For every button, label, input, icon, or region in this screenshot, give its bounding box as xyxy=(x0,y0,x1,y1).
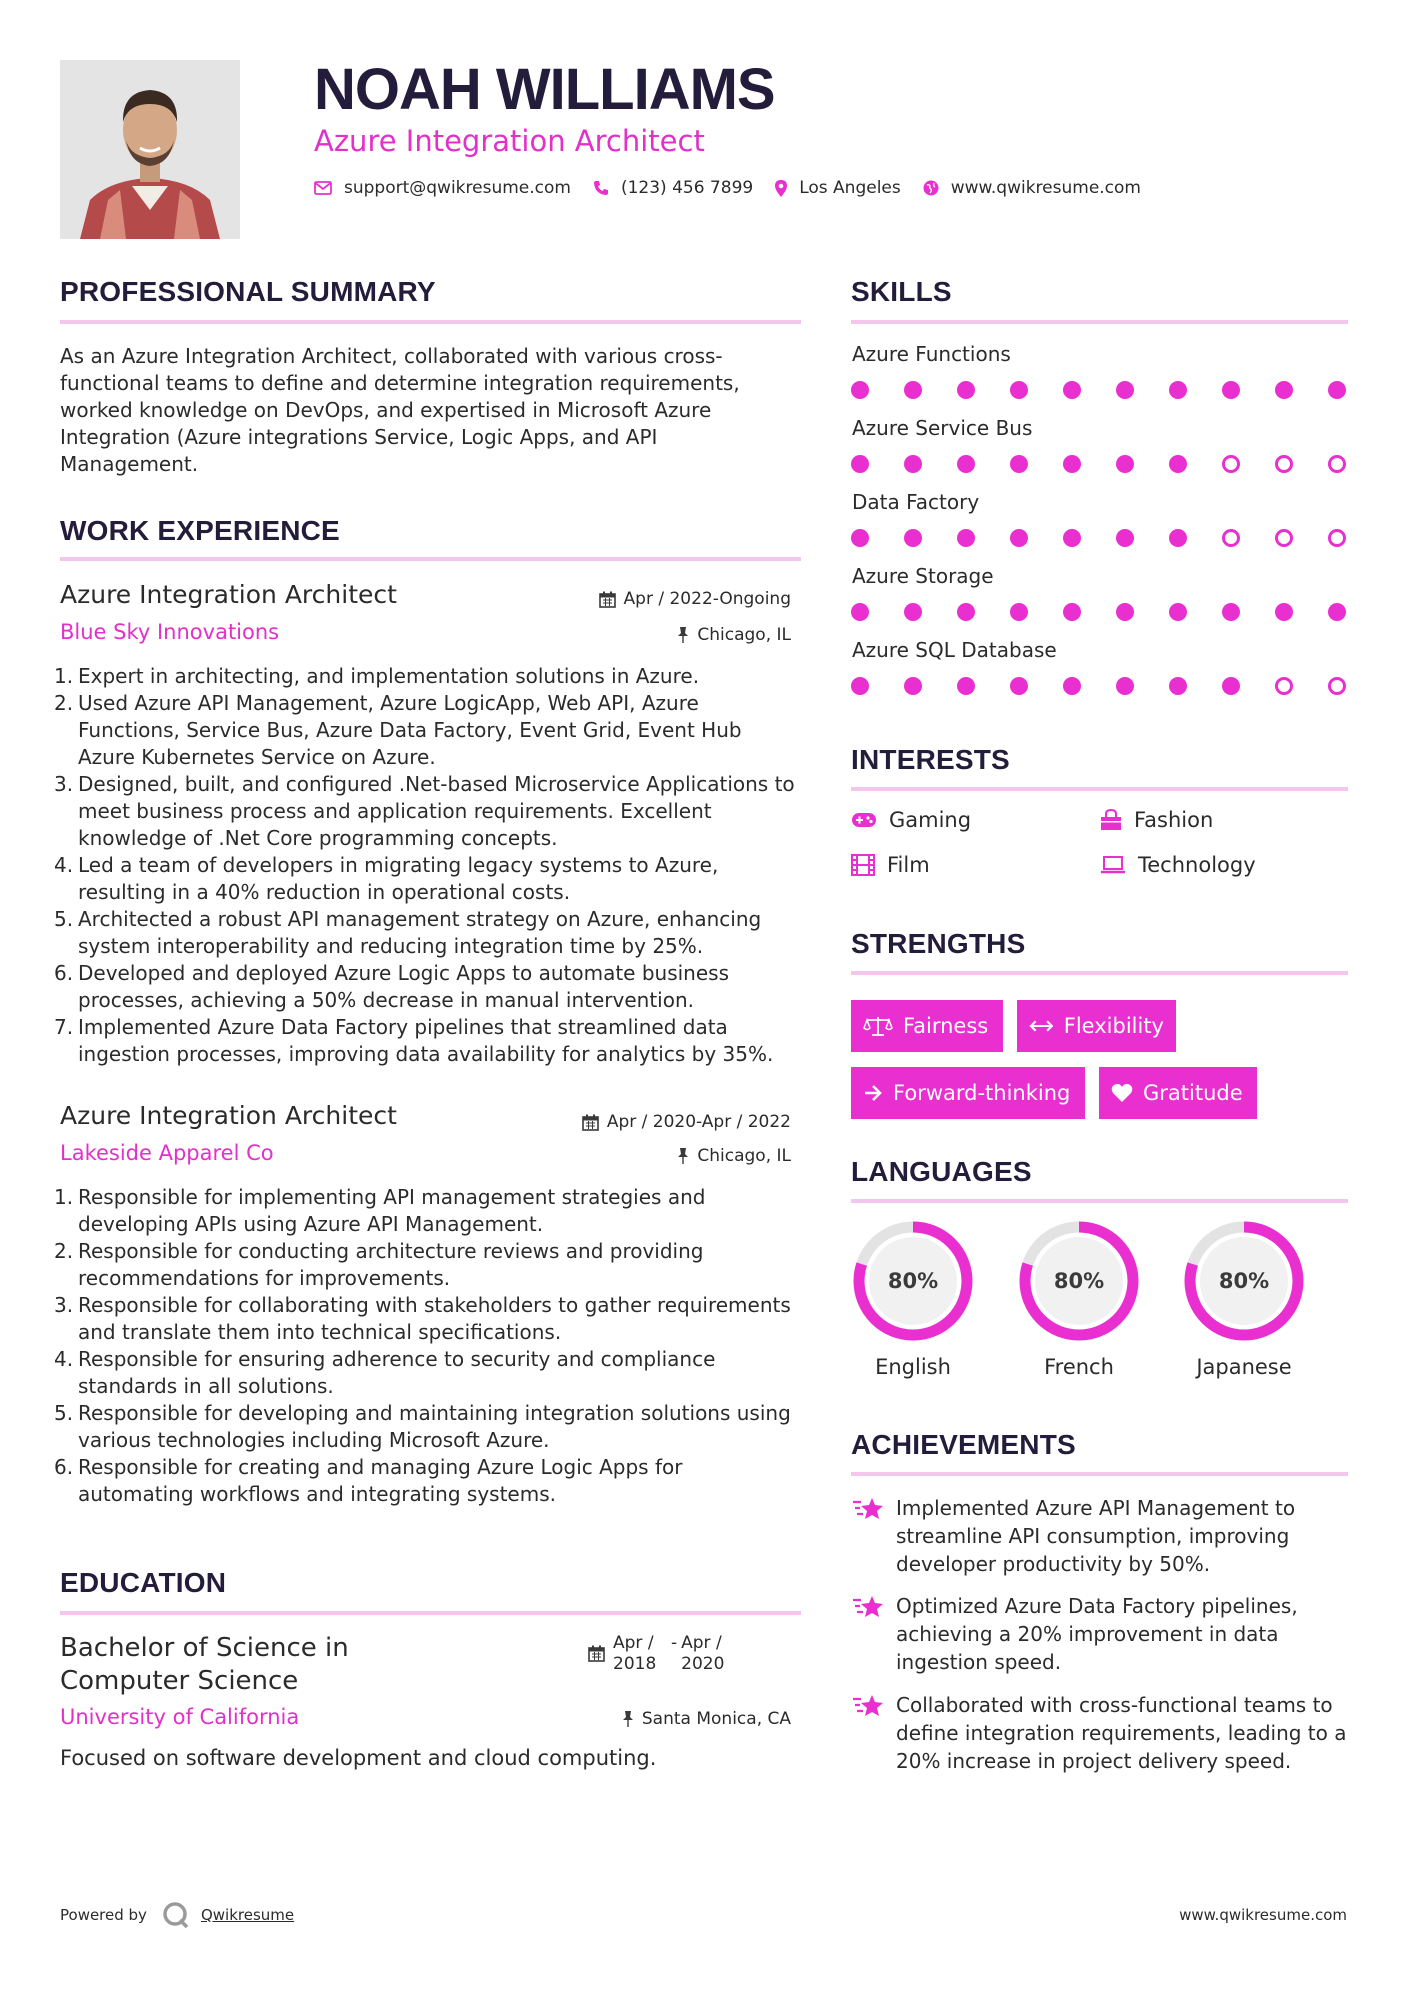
list-item: 2. Used Azure API Management, Azure LogicApp, Web API, Azure Functions, Service Bus, Azure Data Factory, Event Grid, Event Hub Azure Kubernetes Service on Azure. xyxy=(54,691,742,769)
rating-dot-filled xyxy=(1169,603,1187,621)
education-dates xyxy=(588,1633,731,1675)
language-item xyxy=(1182,1219,1306,1379)
contact-location xyxy=(775,178,901,198)
qwikresume-link[interactable]: Qwikresume xyxy=(200,1906,295,1924)
laptop-icon xyxy=(1100,855,1126,875)
list-item: 2. Responsible for conducting architecture reviews and providing recommendations for improvements. xyxy=(54,1239,704,1290)
heart-icon xyxy=(1111,1083,1133,1103)
job-date xyxy=(599,589,791,609)
rating-dot-filled xyxy=(1222,381,1240,399)
job-location-text: Chicago, IL xyxy=(697,1146,791,1166)
rating-dot-filled xyxy=(1169,677,1187,695)
candidate-name: NOAH WILLIAMS xyxy=(314,57,775,122)
achievement-text: Implemented Azure API Management to streamline API consumption, improving developer productivity by 50%. xyxy=(896,1496,1296,1576)
pushpin-icon xyxy=(622,1711,634,1727)
rating-dot-filled xyxy=(1328,603,1346,621)
rating-dot-filled xyxy=(904,529,922,547)
rating-dot-filled xyxy=(851,529,869,547)
list-item: 7. Implemented Azure Data Factory pipelines that streamlined data ingestion processes, improving data availability for analytics by 35%. xyxy=(54,1015,774,1066)
rating-dot-filled xyxy=(851,603,869,621)
rating-dot-filled xyxy=(851,381,869,399)
interest-item xyxy=(1100,808,1213,832)
rating-dot-empty xyxy=(1275,455,1293,473)
rating-dot-filled xyxy=(1116,381,1134,399)
achievement-item xyxy=(852,1494,1352,1578)
list-item: 4. Responsible for ensuring adherence to security and compliance standards in all solutions. xyxy=(54,1347,716,1398)
rating-dot-empty xyxy=(1222,455,1240,473)
summary-heading: PROFESSIONAL SUMMARY xyxy=(60,276,436,307)
strength-label: Forward-thinking xyxy=(893,1081,1071,1105)
language-progress-ring xyxy=(851,1219,975,1343)
shopping-bag-icon xyxy=(1100,809,1122,831)
job-location xyxy=(677,1146,791,1166)
education-end: Apr / 2020 xyxy=(681,1633,725,1674)
experience-rule xyxy=(60,557,801,561)
job-date-text: Apr / 2022-Ongoing xyxy=(623,589,791,609)
list-item: 5. Responsible for developing and maintaining integration solutions using various technologies including Microsoft Azure. xyxy=(54,1401,791,1452)
rating-dot-filled xyxy=(957,381,975,399)
rating-dot-filled xyxy=(1010,381,1028,399)
phone-text: (123) 456 7899 xyxy=(620,178,754,198)
strength-badge xyxy=(851,1067,1085,1119)
language-name: Japanese xyxy=(1196,1355,1292,1379)
rating-dot-filled xyxy=(1169,381,1187,399)
language-progress-ring xyxy=(1017,1219,1141,1343)
rating-dot-filled xyxy=(904,455,922,473)
rating-dot-filled xyxy=(1010,677,1028,695)
job-title: Azure Integration Architect xyxy=(60,1101,397,1130)
rating-dot-filled xyxy=(1063,381,1081,399)
shooting-star-icon xyxy=(852,1693,884,1719)
strength-label: Flexibility xyxy=(1063,1014,1164,1038)
strength-badge xyxy=(1017,1000,1176,1052)
skill-rating xyxy=(851,529,1351,549)
skill-rating xyxy=(851,455,1351,475)
contact-phone[interactable] xyxy=(593,178,753,198)
language-name: English xyxy=(875,1355,951,1379)
job-company: Lakeside Apparel Co xyxy=(60,1141,274,1165)
languages-rule xyxy=(851,1199,1348,1203)
skill-rating xyxy=(851,603,1351,623)
rating-dot-filled xyxy=(957,677,975,695)
education-school: University of California xyxy=(60,1705,300,1729)
rating-dot-filled xyxy=(957,455,975,473)
rating-dot-filled xyxy=(1328,381,1346,399)
skill-rating xyxy=(851,381,1351,401)
rating-dot-empty xyxy=(1328,455,1346,473)
rating-dot-filled xyxy=(1010,455,1028,473)
rating-dot-filled xyxy=(1010,529,1028,547)
summary-text: As an Azure Integration Architect, collaborated with various cross-functional teams to define and determine integration requirements, worked knowledge on DevOps, and expertised in Microsoft Azure Integration (Azure integrations Service, Logic Apps, and API Management. xyxy=(60,344,740,476)
globe-icon xyxy=(923,180,939,196)
calendar-icon xyxy=(582,1114,599,1131)
rating-dot-filled xyxy=(1063,529,1081,547)
achievements-rule xyxy=(851,1472,1348,1476)
strengths-heading: STRENGTHS xyxy=(851,928,1026,959)
contact-email[interactable] xyxy=(314,178,571,198)
interest-item xyxy=(851,808,971,832)
achievements-heading: ACHIEVEMENTS xyxy=(851,1429,1076,1460)
experience-heading: WORK EXPERIENCE xyxy=(60,515,340,546)
language-item xyxy=(1017,1219,1141,1379)
rating-dot-filled xyxy=(1275,381,1293,399)
list-item: 1. Expert in architecting, and implementation solutions in Azure. xyxy=(54,664,700,688)
job-duties-list xyxy=(54,663,800,1068)
education-location xyxy=(622,1709,791,1729)
rating-dot-filled xyxy=(1116,603,1134,621)
rating-dot-filled xyxy=(1222,677,1240,695)
job-date-text: Apr / 2020-Apr / 2022 xyxy=(606,1112,791,1132)
powered-by-text: Powered by xyxy=(60,1906,147,1924)
list-item: 3. Designed, built, and configured .Net-based Microservice Applications to meet business process and application requirements. Excellent knowledge of .Net Core programming concepts. xyxy=(54,772,795,850)
language-percent: 80% xyxy=(1218,1269,1270,1293)
balance-scale-icon xyxy=(863,1015,893,1037)
job-duties-list xyxy=(54,1184,800,1508)
achievement-item xyxy=(852,1592,1352,1676)
education-degree: Bachelor of Science in Computer Science xyxy=(60,1633,349,1696)
language-percent: 80% xyxy=(887,1269,939,1293)
job-title: Azure Integration Architect xyxy=(60,580,397,609)
calendar-icon xyxy=(599,591,616,608)
list-item: 6. Responsible for creating and managing Azure Logic Apps for automating workflows and integrating systems. xyxy=(54,1455,683,1506)
rating-dot-empty xyxy=(1275,529,1293,547)
rating-dot-filled xyxy=(1116,677,1134,695)
shooting-star-icon xyxy=(852,1594,884,1620)
list-item: 4. Led a team of developers in migrating legacy systems to Azure, resulting in a 40% reduction in operational costs. xyxy=(54,853,719,904)
envelope-icon xyxy=(314,181,332,195)
interest-item xyxy=(1100,853,1256,877)
summary-rule xyxy=(60,320,801,324)
achievement-text: Optimized Azure Data Factory pipelines, achieving a 20% improvement in data ingestion speed. xyxy=(896,1594,1298,1674)
map-pin-icon xyxy=(775,180,787,197)
shooting-star-icon xyxy=(852,1496,884,1522)
profile-photo xyxy=(60,60,240,239)
phone-icon xyxy=(593,180,609,196)
date-separator: - xyxy=(671,1633,678,1653)
qwikresume-logo-icon xyxy=(161,1900,191,1930)
arrow-right-icon xyxy=(863,1084,883,1102)
strength-badge xyxy=(1099,1067,1257,1119)
interests-rule xyxy=(851,787,1348,791)
job-location-text: Chicago, IL xyxy=(697,625,791,645)
pushpin-icon xyxy=(677,1148,689,1164)
contact-website[interactable] xyxy=(923,178,1141,198)
rating-dot-filled xyxy=(904,381,922,399)
interests-heading: INTERESTS xyxy=(851,744,1010,775)
candidate-role: Azure Integration Architect xyxy=(314,124,705,158)
rating-dot-filled xyxy=(1063,455,1081,473)
education-description: Focused on software development and cloud computing. xyxy=(60,1746,657,1770)
contact-row xyxy=(314,178,1163,198)
rating-dot-filled xyxy=(1222,603,1240,621)
interest-item xyxy=(851,853,930,877)
list-item: 1. Responsible for implementing API management strategies and developing APIs using Azure API Management. xyxy=(54,1185,706,1236)
rating-dot-filled xyxy=(957,603,975,621)
pushpin-icon xyxy=(677,627,689,643)
strength-label: Gratitude xyxy=(1143,1081,1243,1105)
rating-dot-filled xyxy=(1275,603,1293,621)
rating-dot-empty xyxy=(1328,677,1346,695)
interest-label: Film xyxy=(887,853,930,877)
rating-dot-empty xyxy=(1328,529,1346,547)
education-rule xyxy=(60,1611,801,1615)
job-location xyxy=(677,625,791,645)
rating-dot-empty xyxy=(1275,677,1293,695)
language-percent: 80% xyxy=(1053,1269,1105,1293)
gamepad-icon xyxy=(851,812,877,828)
rating-dot-filled xyxy=(1010,603,1028,621)
language-item xyxy=(851,1219,975,1379)
location-text: Los Angeles xyxy=(799,178,901,198)
skill-name: Data Factory xyxy=(852,490,980,514)
list-item: 5. Architected a robust API management strategy on Azure, enhancing system interoperability and reducing integration time by 25%. xyxy=(54,907,762,958)
skills-heading: SKILLS xyxy=(851,276,952,307)
website-text: www.qwikresume.com xyxy=(950,178,1141,198)
list-item: 3. Responsible for collaborating with stakeholders to gather requirements and translate them into technical specifications. xyxy=(54,1293,791,1344)
language-progress-ring xyxy=(1182,1219,1306,1343)
job-company: Blue Sky Innovations xyxy=(60,620,280,644)
skill-name: Azure SQL Database xyxy=(852,638,1057,662)
interest-label: Gaming xyxy=(889,808,972,832)
achievement-text: Collaborated with cross-functional teams to define integration requirements, leading to a 20% increase in project delivery speed. xyxy=(896,1693,1347,1773)
language-name: French xyxy=(1044,1355,1114,1379)
rating-dot-filled xyxy=(1063,677,1081,695)
interest-label: Fashion xyxy=(1134,808,1214,832)
strength-label: Fairness xyxy=(903,1014,989,1038)
strengths-rule xyxy=(851,971,1348,975)
education-start: Apr / 2018 xyxy=(613,1633,657,1674)
education-location-text: Santa Monica, CA xyxy=(641,1709,791,1729)
rating-dot-filled xyxy=(1169,529,1187,547)
rating-dot-filled xyxy=(1063,603,1081,621)
rating-dot-filled xyxy=(1116,455,1134,473)
list-item: 6. Developed and deployed Azure Logic Apps to automate business processes, achieving a 50% decrease in manual intervention. xyxy=(54,961,729,1012)
rating-dot-filled xyxy=(957,529,975,547)
interest-label: Technology xyxy=(1138,853,1256,877)
footer-powered-by xyxy=(60,1900,294,1930)
rating-dot-filled xyxy=(851,677,869,695)
rating-dot-empty xyxy=(1222,529,1240,547)
footer-website[interactable]: www.qwikresume.com xyxy=(1179,1906,1347,1924)
skill-name: Azure Service Bus xyxy=(852,416,1033,440)
job-date xyxy=(582,1112,791,1132)
skill-name: Azure Functions xyxy=(852,342,1011,366)
film-icon xyxy=(851,854,875,876)
email-text: support@qwikresume.com xyxy=(344,178,571,198)
rating-dot-filled xyxy=(904,677,922,695)
achievement-item xyxy=(852,1691,1352,1775)
rating-dot-filled xyxy=(1169,455,1187,473)
education-heading: EDUCATION xyxy=(60,1567,227,1598)
strength-badge xyxy=(851,1000,1003,1052)
arrows-horizontal-icon xyxy=(1029,1019,1054,1033)
rating-dot-filled xyxy=(904,603,922,621)
rating-dot-filled xyxy=(851,455,869,473)
languages-heading: LANGUAGES xyxy=(851,1156,1032,1187)
rating-dot-filled xyxy=(1116,529,1134,547)
skills-rule xyxy=(851,320,1348,324)
skill-rating xyxy=(851,677,1351,697)
calendar-icon xyxy=(588,1645,605,1662)
skill-name: Azure Storage xyxy=(852,564,994,588)
person-photo-image xyxy=(60,60,240,239)
